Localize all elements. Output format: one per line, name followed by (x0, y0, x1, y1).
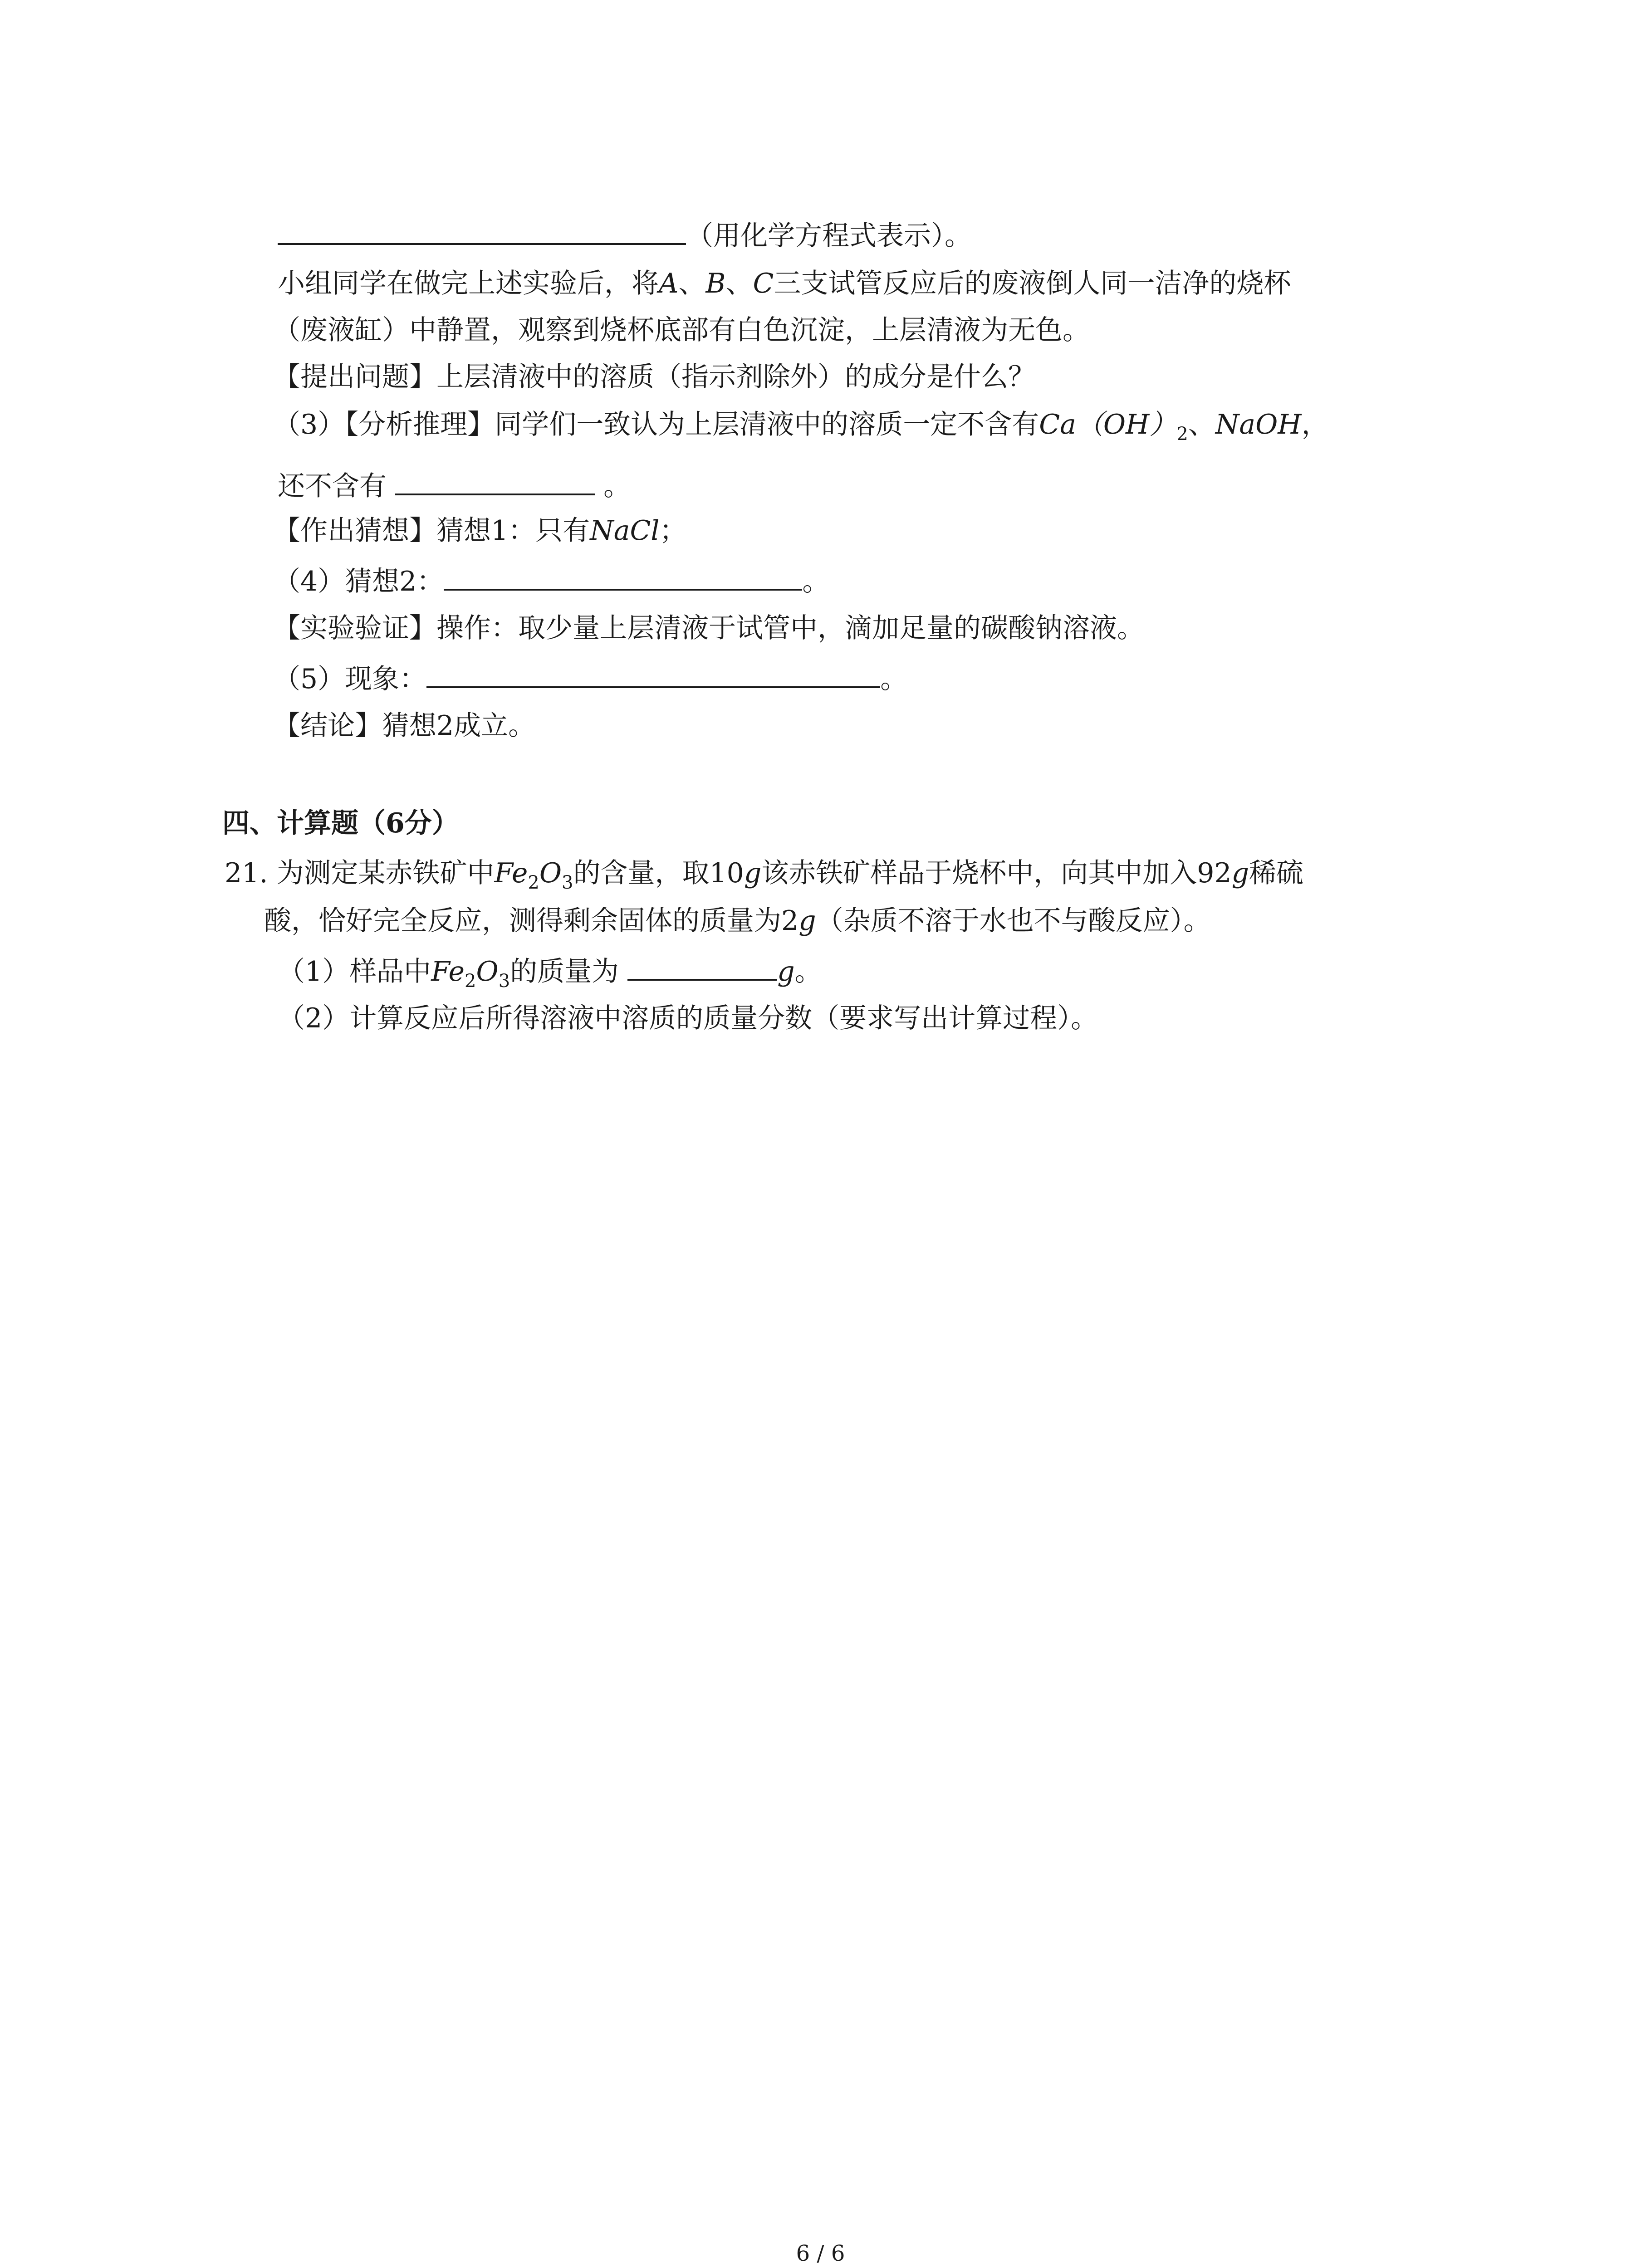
answer-blank[interactable] (395, 467, 595, 495)
intro-line-1: 小组同学在做完上述实验后，将A、B、C三支试管反应后的废液倒人同一洁净的烧杯 (278, 268, 1291, 299)
part-4-line: （4）猜想2： 。 (273, 562, 829, 600)
answer-blank[interactable] (426, 660, 880, 688)
q21-part-2: （2）计算反应后所得溶液中溶质的质量分数（要求写出计算过程）。 (278, 1002, 1098, 1034)
guess-line: 【作出猜想】猜想1：只有NaCl； (273, 515, 687, 547)
verify-line: 【实验验证】操作：取少量上层清液于试管中，滴加足量的碳酸钠溶液。 (273, 612, 1144, 644)
answer-blank[interactable] (627, 953, 777, 981)
q21-part-1: （1）样品中$Fe_2O_3$的质量为 g。 (278, 953, 822, 990)
part-5-line: （5）现象： 。 (273, 660, 907, 697)
equation-line (278, 217, 972, 254)
conclusion-line: 【结论】猜想2成立。 (273, 710, 536, 742)
part-3-line-2: 还不含有 。 (278, 467, 631, 504)
section-title: 四、计算题（6分） (222, 807, 459, 839)
intro-line-2: （废液缸）中静置，观察到烧杯底部有白色沉淀，上层清液为无色。 (273, 314, 1090, 346)
equation-hint: （用化学方程式表示）。 (686, 220, 972, 252)
q21-line-1: 21. 为测定某赤铁矿中$Fe_2O_3$的含量，取10g该赤铁矿样品于烧杯中，向其中加入92g稀硫 (225, 857, 1304, 893)
answer-blank[interactable] (278, 217, 686, 245)
q21-line-2: 酸，恰好完全反应，测得剩余固体的质量为2g（杂质不溶于水也不与酸反应）。 (264, 905, 1211, 937)
problem-statement: 【提出问题】上层清液中的溶质（指示剂除外）的成分是什么？ (273, 361, 1035, 393)
page-number: 6 / 6 (796, 2241, 845, 2266)
question-number: 21. (225, 857, 268, 889)
answer-blank[interactable] (444, 562, 802, 591)
part-3-line-1: （3）【分析推理】同学们一致认为上层清液中的溶质一定不含有$Ca(OH)_2$、NaOH， (273, 409, 1329, 445)
